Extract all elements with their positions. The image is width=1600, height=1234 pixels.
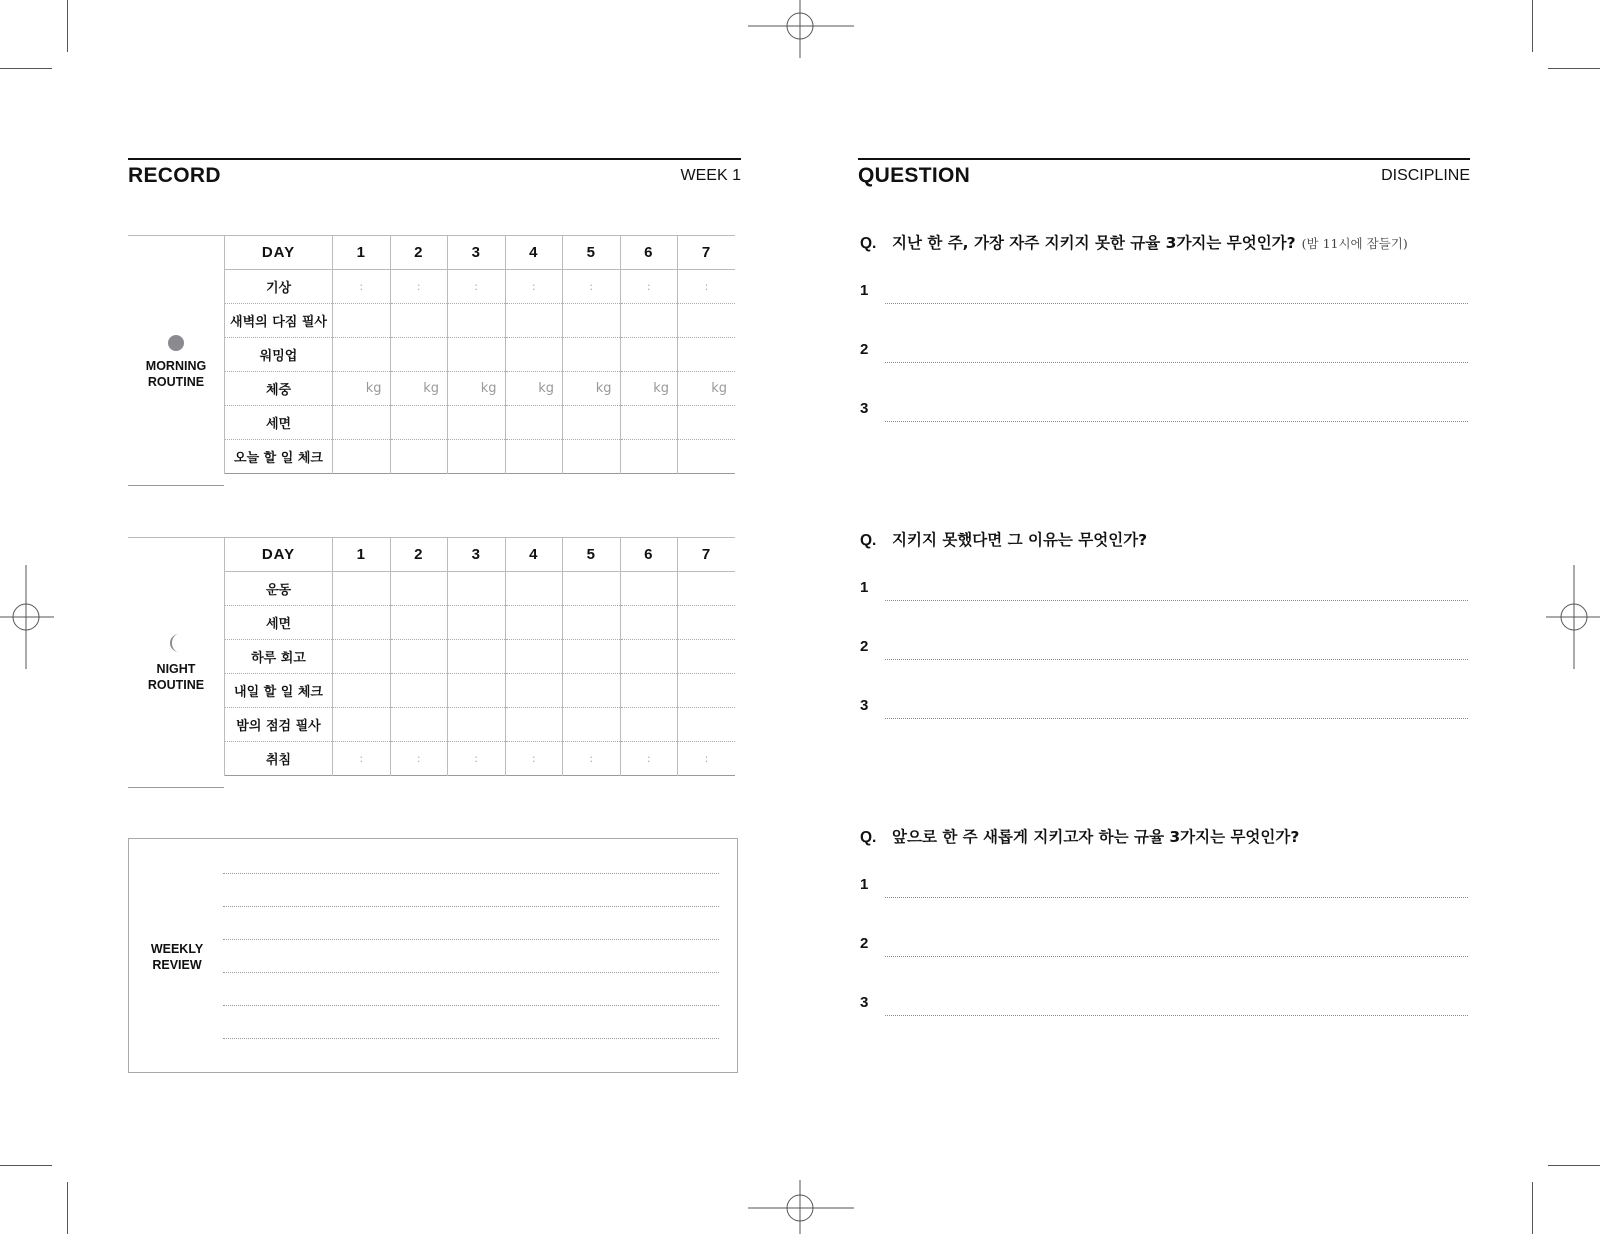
question-prefix: Q. bbox=[860, 235, 877, 252]
routine-check-cell[interactable] bbox=[390, 440, 448, 474]
routine-check-cell[interactable] bbox=[563, 406, 621, 440]
unit-kg: kg bbox=[595, 381, 612, 396]
question-text: 지난 한 주, 가장 자주 지키지 못한 규율 3가지는 무엇인가? bbox=[892, 234, 1296, 252]
morning-routine-label: MORNING ROUTINE bbox=[145, 359, 207, 389]
answer-writing-line[interactable] bbox=[885, 897, 1468, 898]
time-colon: : bbox=[474, 280, 479, 293]
crop-mark bbox=[67, 1182, 68, 1234]
answer-writing-line[interactable] bbox=[885, 303, 1468, 304]
night-routine-table bbox=[128, 537, 738, 789]
routine-check-cell[interactable] bbox=[448, 406, 506, 440]
routine-check-cell[interactable] bbox=[448, 372, 506, 406]
routine-check-cell[interactable] bbox=[390, 674, 448, 708]
routine-check-cell[interactable] bbox=[563, 708, 621, 742]
unit-kg: kg bbox=[365, 381, 382, 396]
routine-check-cell[interactable] bbox=[448, 606, 506, 640]
routine-check-cell[interactable] bbox=[563, 606, 621, 640]
routine-row bbox=[225, 372, 736, 406]
review-writing-line[interactable] bbox=[223, 1005, 719, 1006]
time-colon: : bbox=[646, 280, 651, 293]
weekly-review-label: WEEKLY REVIEW bbox=[150, 942, 204, 972]
time-colon: : bbox=[359, 752, 364, 765]
routine-check-cell[interactable] bbox=[563, 674, 621, 708]
day-number: 2 bbox=[390, 236, 448, 270]
routine-check-cell[interactable] bbox=[333, 270, 391, 304]
unit-kg: kg bbox=[538, 381, 554, 396]
day-header-row bbox=[225, 538, 736, 572]
weekly-review-box[interactable] bbox=[128, 838, 738, 1073]
crop-mark bbox=[1532, 0, 1533, 52]
day-number: 6 bbox=[620, 538, 678, 572]
routine-check-cell[interactable] bbox=[505, 708, 563, 742]
time-colon: : bbox=[531, 752, 536, 765]
routine-check-cell[interactable] bbox=[333, 338, 391, 372]
review-writing-line[interactable] bbox=[223, 906, 719, 907]
routine-check-cell[interactable] bbox=[448, 572, 506, 606]
day-number: 6 bbox=[620, 236, 678, 270]
routine-check-cell[interactable] bbox=[678, 304, 736, 338]
answer-number: 3 bbox=[860, 697, 869, 714]
morning-grid bbox=[224, 235, 735, 474]
routine-check-cell[interactable] bbox=[448, 270, 506, 304]
routine-item-label: 오늘 할 일 체크 bbox=[225, 440, 333, 474]
time-colon: : bbox=[416, 280, 421, 293]
routine-row bbox=[225, 640, 736, 674]
routine-check-cell[interactable] bbox=[620, 606, 678, 640]
routine-check-cell[interactable] bbox=[678, 742, 736, 776]
routine-check-cell[interactable] bbox=[505, 406, 563, 440]
routine-check-cell[interactable] bbox=[563, 304, 621, 338]
time-colon: : bbox=[646, 752, 651, 765]
routine-item-label: 밤의 점검 필사 bbox=[225, 708, 333, 742]
question-prefix: Q. bbox=[860, 829, 877, 846]
answer-writing-line[interactable] bbox=[885, 421, 1468, 422]
routine-check-cell[interactable] bbox=[333, 372, 391, 406]
routine-check-cell[interactable] bbox=[390, 640, 448, 674]
day-number: 1 bbox=[333, 236, 391, 270]
routine-check-cell[interactable] bbox=[505, 270, 563, 304]
day-number: 4 bbox=[505, 538, 563, 572]
routine-check-cell[interactable] bbox=[505, 304, 563, 338]
answer-number: 1 bbox=[860, 282, 869, 299]
routine-check-cell[interactable] bbox=[390, 606, 448, 640]
review-writing-line[interactable] bbox=[223, 873, 719, 874]
page-title-record: RECORD bbox=[128, 164, 221, 187]
routine-check-cell[interactable] bbox=[448, 708, 506, 742]
answer-writing-line[interactable] bbox=[885, 956, 1468, 957]
routine-row bbox=[225, 270, 736, 304]
answer-writing-line[interactable] bbox=[885, 362, 1468, 363]
day-number: 3 bbox=[448, 538, 506, 572]
routine-check-cell[interactable] bbox=[333, 304, 391, 338]
routine-check-cell[interactable] bbox=[620, 742, 678, 776]
routine-check-cell[interactable] bbox=[620, 338, 678, 372]
unit-kg: kg bbox=[423, 381, 439, 396]
routine-row bbox=[225, 338, 736, 372]
routine-item-label: 워밍업 bbox=[225, 338, 333, 372]
routine-row bbox=[225, 406, 736, 440]
day-number: 3 bbox=[448, 236, 506, 270]
morning-routine-table bbox=[128, 235, 738, 487]
routine-check-cell[interactable] bbox=[448, 304, 506, 338]
day-number: 7 bbox=[678, 236, 736, 270]
answer-number: 3 bbox=[860, 994, 869, 1011]
day-header-label: DAY bbox=[225, 538, 333, 572]
time-colon: : bbox=[704, 280, 709, 293]
answer-number: 3 bbox=[860, 400, 869, 417]
question-note: (밤 11시에 잠들기) bbox=[1301, 236, 1408, 251]
routine-check-cell[interactable] bbox=[678, 338, 736, 372]
time-colon: : bbox=[416, 752, 421, 765]
routine-check-cell[interactable] bbox=[678, 708, 736, 742]
routine-item-label: 세면 bbox=[225, 406, 333, 440]
routine-row bbox=[225, 606, 736, 640]
routine-check-cell[interactable] bbox=[620, 406, 678, 440]
right-header-rule bbox=[858, 158, 1470, 160]
crop-mark bbox=[0, 68, 52, 69]
routine-check-cell[interactable] bbox=[505, 440, 563, 474]
answer-writing-line[interactable] bbox=[885, 1015, 1468, 1016]
routine-check-cell[interactable] bbox=[563, 440, 621, 474]
routine-check-cell[interactable] bbox=[390, 304, 448, 338]
routine-check-cell[interactable] bbox=[678, 440, 736, 474]
routine-check-cell[interactable] bbox=[563, 572, 621, 606]
day-number: 5 bbox=[563, 538, 621, 572]
registration-mark-right bbox=[1546, 565, 1600, 669]
routine-check-cell[interactable] bbox=[448, 440, 506, 474]
review-writing-line[interactable] bbox=[223, 939, 719, 940]
routine-check-cell[interactable] bbox=[390, 372, 448, 406]
routine-check-cell[interactable] bbox=[505, 742, 563, 776]
routine-check-cell[interactable] bbox=[448, 640, 506, 674]
routine-check-cell[interactable] bbox=[620, 572, 678, 606]
routine-check-cell[interactable] bbox=[333, 640, 391, 674]
routine-check-cell[interactable] bbox=[678, 640, 736, 674]
answer-number: 2 bbox=[860, 638, 869, 655]
routine-check-cell[interactable] bbox=[390, 742, 448, 776]
routine-check-cell[interactable] bbox=[390, 708, 448, 742]
unit-kg: kg bbox=[480, 381, 497, 396]
answer-number: 2 bbox=[860, 341, 869, 358]
routine-row bbox=[225, 742, 736, 776]
routine-check-cell[interactable] bbox=[563, 372, 621, 406]
routine-check-cell[interactable] bbox=[620, 640, 678, 674]
question-text: 앞으로 한 주 새롭게 지키고자 하는 규율 3가지는 무엇인가? bbox=[892, 828, 1300, 846]
question-title bbox=[860, 231, 1408, 253]
routine-check-cell[interactable] bbox=[333, 406, 391, 440]
routine-check-cell[interactable] bbox=[333, 572, 391, 606]
routine-check-cell[interactable] bbox=[333, 440, 391, 474]
day-header-label: DAY bbox=[225, 236, 333, 270]
routine-check-cell[interactable] bbox=[333, 708, 391, 742]
routine-check-cell[interactable] bbox=[448, 742, 506, 776]
routine-item-label: 세면 bbox=[225, 606, 333, 640]
routine-row bbox=[225, 304, 736, 338]
unit-kg: kg bbox=[711, 381, 727, 396]
routine-check-cell[interactable] bbox=[563, 742, 621, 776]
discipline-label: DISCIPLINE bbox=[1381, 167, 1470, 184]
routine-item-label: 하루 회고 bbox=[225, 640, 333, 674]
time-colon: : bbox=[589, 752, 594, 765]
routine-check-cell[interactable] bbox=[678, 270, 736, 304]
routine-check-cell[interactable] bbox=[620, 270, 678, 304]
routine-check-cell[interactable] bbox=[620, 372, 678, 406]
review-writing-line[interactable] bbox=[223, 972, 719, 973]
routine-check-cell[interactable] bbox=[505, 674, 563, 708]
answer-writing-line[interactable] bbox=[885, 659, 1468, 660]
left-header-rule bbox=[128, 158, 741, 160]
routine-check-cell[interactable] bbox=[678, 572, 736, 606]
routine-check-cell[interactable] bbox=[505, 372, 563, 406]
routine-item-label: 취침 bbox=[225, 742, 333, 776]
question-title bbox=[860, 825, 1299, 847]
routine-check-cell[interactable] bbox=[505, 640, 563, 674]
routine-row bbox=[225, 572, 736, 606]
day-number: 2 bbox=[390, 538, 448, 572]
answer-number: 1 bbox=[860, 579, 869, 596]
day-header-row bbox=[225, 236, 736, 270]
routine-check-cell[interactable] bbox=[620, 440, 678, 474]
routine-check-cell[interactable] bbox=[448, 674, 506, 708]
routine-check-cell[interactable] bbox=[390, 406, 448, 440]
routine-check-cell[interactable] bbox=[678, 606, 736, 640]
question-title bbox=[860, 528, 1147, 550]
unit-kg: kg bbox=[653, 381, 669, 396]
night-routine-label: NIGHT ROUTINE bbox=[147, 662, 205, 692]
routine-check-cell[interactable] bbox=[505, 572, 563, 606]
day-number: 1 bbox=[333, 538, 391, 572]
time-colon: : bbox=[704, 752, 709, 765]
routine-check-cell[interactable] bbox=[563, 640, 621, 674]
day-number: 7 bbox=[678, 538, 736, 572]
routine-check-cell[interactable] bbox=[390, 338, 448, 372]
crop-mark bbox=[1548, 1165, 1600, 1166]
routine-check-cell[interactable] bbox=[678, 372, 736, 406]
routine-item-label: 내일 할 일 체크 bbox=[225, 674, 333, 708]
routine-check-cell[interactable] bbox=[333, 742, 391, 776]
routine-check-cell[interactable] bbox=[333, 674, 391, 708]
routine-check-cell[interactable] bbox=[448, 338, 506, 372]
routine-row bbox=[225, 674, 736, 708]
routine-check-cell[interactable] bbox=[678, 406, 736, 440]
crop-mark bbox=[1548, 68, 1600, 69]
sun-circle-icon bbox=[160, 333, 192, 353]
answer-writing-line[interactable] bbox=[885, 600, 1468, 601]
time-colon: : bbox=[531, 280, 536, 293]
routine-item-label: 운동 bbox=[225, 572, 333, 606]
registration-mark-bottom bbox=[748, 1180, 854, 1234]
routine-row bbox=[225, 440, 736, 474]
routine-check-cell[interactable] bbox=[333, 606, 391, 640]
review-writing-line[interactable] bbox=[223, 1038, 719, 1039]
routine-check-cell[interactable] bbox=[390, 572, 448, 606]
question-text: 지키지 못했다면 그 이유는 무엇인가? bbox=[892, 531, 1148, 549]
routine-check-cell[interactable] bbox=[678, 674, 736, 708]
week-label: WEEK 1 bbox=[680, 167, 741, 184]
answer-number: 1 bbox=[860, 876, 869, 893]
crop-mark bbox=[0, 1165, 52, 1166]
routine-check-cell[interactable] bbox=[620, 708, 678, 742]
routine-item-label: 기상 bbox=[225, 270, 333, 304]
time-colon: : bbox=[589, 280, 594, 293]
routine-check-cell[interactable] bbox=[620, 674, 678, 708]
routine-check-cell[interactable] bbox=[505, 338, 563, 372]
routine-item-label: 새벽의 다짐 필사 bbox=[225, 304, 333, 338]
answer-writing-line[interactable] bbox=[885, 718, 1468, 719]
question-prefix: Q. bbox=[860, 532, 877, 549]
routine-check-cell[interactable] bbox=[563, 338, 621, 372]
routine-check-cell[interactable] bbox=[620, 304, 678, 338]
routine-check-cell[interactable] bbox=[505, 606, 563, 640]
crop-mark bbox=[67, 0, 68, 52]
routine-check-cell[interactable] bbox=[563, 270, 621, 304]
crop-mark bbox=[1532, 1182, 1533, 1234]
routine-row bbox=[225, 708, 736, 742]
day-number: 4 bbox=[505, 236, 563, 270]
answer-number: 2 bbox=[860, 935, 869, 952]
registration-mark-left bbox=[0, 565, 54, 669]
page-title-question: QUESTION bbox=[858, 164, 971, 187]
time-colon: : bbox=[359, 280, 364, 293]
moon-icon bbox=[164, 631, 188, 655]
day-number: 5 bbox=[563, 236, 621, 270]
registration-mark-top bbox=[748, 0, 854, 58]
routine-item-label: 체중 bbox=[225, 372, 333, 406]
time-colon: : bbox=[474, 752, 479, 765]
routine-check-cell[interactable] bbox=[390, 270, 448, 304]
night-grid bbox=[224, 537, 735, 776]
